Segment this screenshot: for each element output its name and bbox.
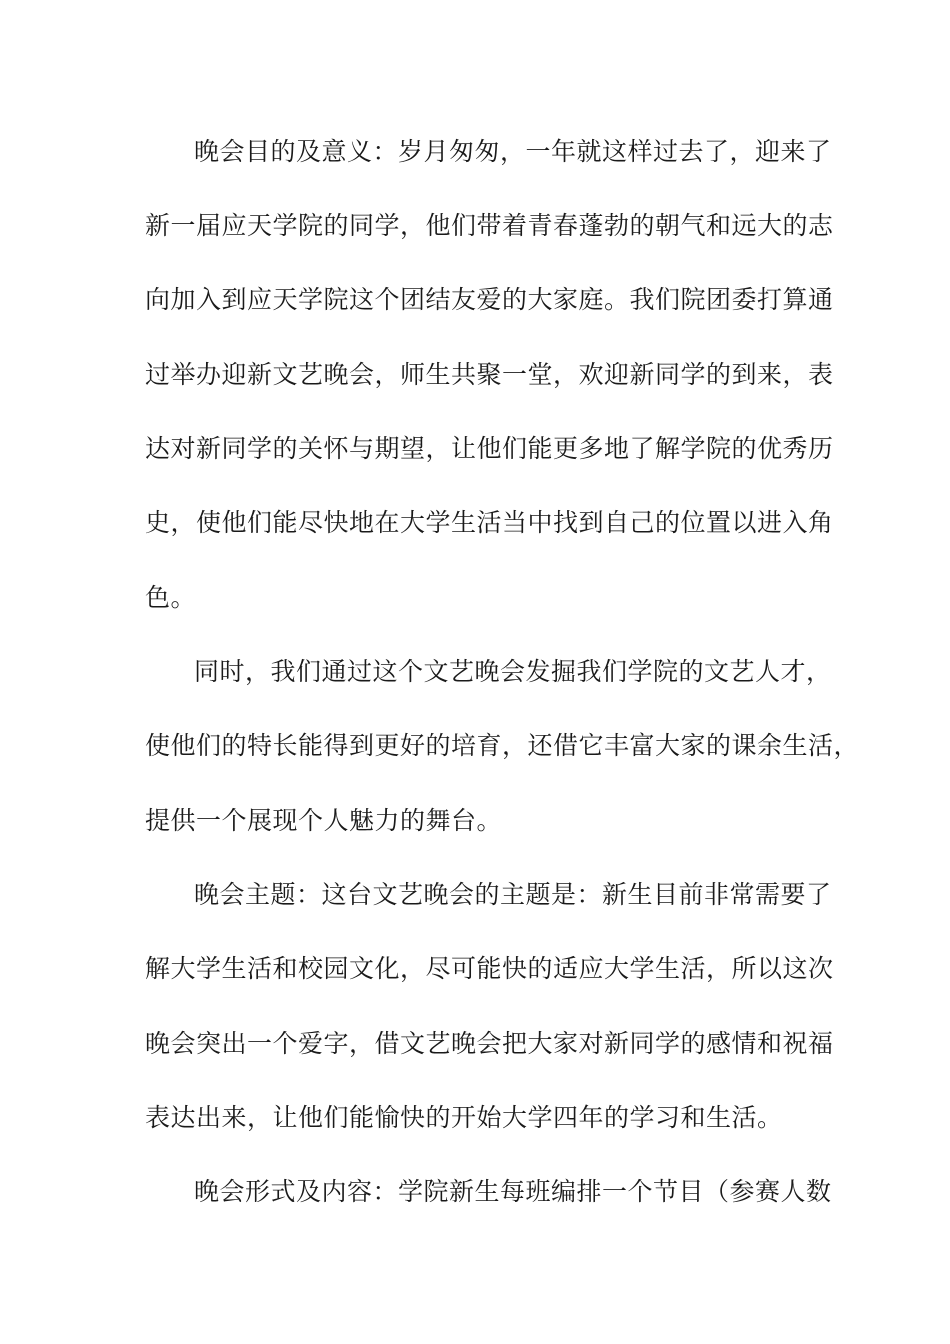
paragraph-1-line-7: 色。 xyxy=(145,583,197,612)
paragraph-1-line-2: 新一届应天学院的同学，他们带着青春蓬勃的朝气和远大的志 xyxy=(145,211,834,240)
paragraph-3-line-3: 晚会突出一个爱字，借文艺晚会把大家对新同学的感情和祝福 xyxy=(145,1029,834,1058)
paragraph-1-line-6: 史，使他们能尽快地在大学生活当中找到自己的位置以进入角 xyxy=(145,508,834,537)
paragraph-4-line-1: 晚会形式及内容：学院新生每班编排一个节目（参赛人数 xyxy=(194,1177,832,1206)
paragraph-3-line-4: 表达出来，让他们能愉快的开始大学四年的学习和生活。 xyxy=(145,1103,783,1132)
paragraph-2-line-2: 使他们的特长能得到更好的培育，还借它丰富大家的课余生活， xyxy=(145,731,860,760)
paragraph-2-line-3: 提供一个展现个人魅力的舞台。 xyxy=(145,806,503,835)
paragraph-2-line-1: 同时，我们通过这个文艺晚会发掘我们学院的文艺人才， xyxy=(194,657,832,686)
paragraph-3-line-2: 解大学生活和校园文化，尽可能快的适应大学生活，所以这次 xyxy=(145,954,834,983)
paragraph-1-line-5: 达对新同学的关怀与期望，让他们能更多地了解学院的优秀历 xyxy=(145,434,834,463)
paragraph-1-line-3: 向加入到应天学院这个团结友爱的大家庭。我们院团委打算通 xyxy=(145,285,834,314)
paragraph-3-line-1: 晚会主题：这台文艺晚会的主题是：新生目前非常需要了 xyxy=(194,880,832,909)
paragraph-1-line-4: 过举办迎新文艺晚会，师生共聚一堂，欢迎新同学的到来，表 xyxy=(145,360,834,389)
paragraph-1-line-1: 晚会目的及意义：岁月匆匆，一年就这样过去了，迎来了 xyxy=(194,137,832,166)
